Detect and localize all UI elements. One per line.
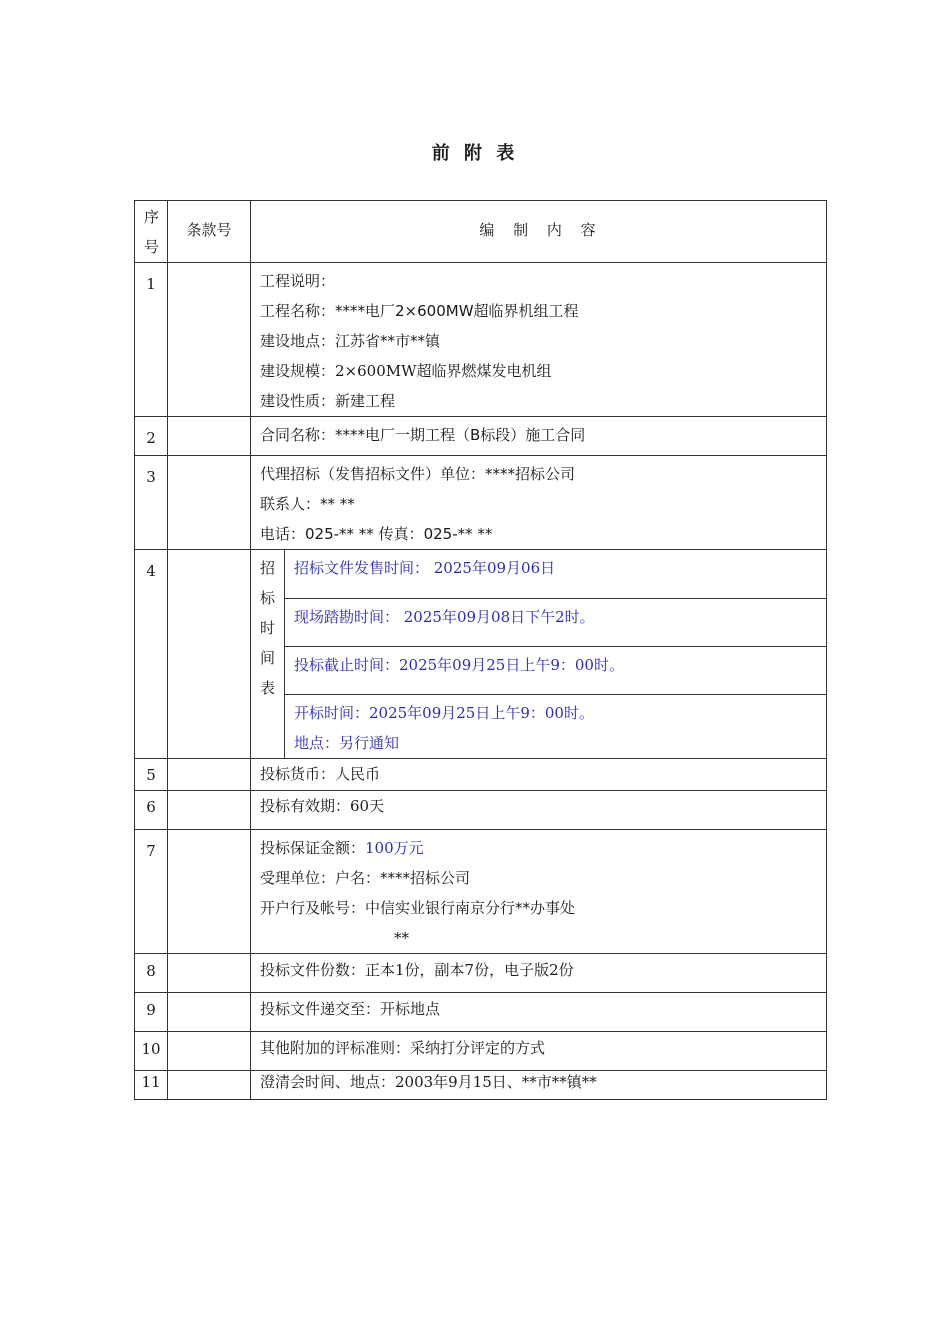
table-row (135, 790, 827, 829)
contract-value: ****电厂一期工程（B标段）施工合同 (335, 426, 586, 444)
submission-value: 开标地点 (380, 999, 441, 1018)
site-value: 江苏省**市**镇 (335, 332, 441, 350)
scale-line: 建设规模：2×600MW超临界燃煤发电机组 (260, 362, 552, 380)
project-name-line (260, 296, 817, 326)
doc-sale-time: 招标文件发售时间： 2025年09月06日 (294, 559, 556, 577)
row-seq: 10 (141, 1039, 161, 1058)
content-cell (251, 263, 826, 416)
content-cell (251, 791, 826, 821)
content-cell (251, 954, 826, 985)
clause-cell (168, 790, 251, 829)
header-clause: 条款号 (186, 221, 232, 239)
payee-line: 受理单位：户名：****招标公司 (260, 868, 471, 887)
submission-line (260, 994, 817, 1024)
table-header-row (135, 201, 827, 263)
account-line: ** (394, 928, 409, 947)
content-cell (251, 993, 826, 1024)
clause-cell (168, 829, 251, 953)
appendix-table (134, 200, 827, 1100)
bid-deadline: 投标截止时间：2025年09月25日上午9：00时。 (294, 655, 624, 674)
row-seq: 2 (146, 429, 156, 447)
table-row (135, 263, 827, 417)
row-seq: 8 (146, 961, 156, 980)
opening-place: 地点：另行通知 (294, 733, 400, 752)
table-row (135, 953, 827, 992)
phone-fax-line: 电话：025-** ** 传真：025-** ** (260, 525, 493, 543)
nature-line: 建设性质：新建工程 (260, 392, 396, 410)
deposit-label: 投标保证金额： (260, 838, 366, 857)
row-seq: 11 (141, 1072, 161, 1091)
clause-cell (168, 263, 251, 417)
clause-cell (168, 992, 251, 1031)
row-seq: 9 (146, 1000, 156, 1019)
clause-cell (168, 953, 251, 992)
content-cell (251, 456, 826, 549)
content-cell (251, 1032, 826, 1063)
submission-label: 投标文件递交至： (260, 999, 381, 1018)
copies-line: 投标文件份数：正本1份，副本7份，电子版2份 (260, 960, 574, 979)
clause-cell (168, 417, 251, 456)
bank-line: 开户行及帐号：中信实业银行南京分行**办事处 (260, 898, 576, 917)
table-row (135, 1031, 827, 1070)
clause-cell (168, 550, 251, 759)
project-name-value: ****电厂2×600MW超临界机组工程 (335, 302, 579, 320)
header-content: 编 制 内 容 (479, 221, 598, 239)
deposit-line (260, 833, 817, 863)
project-desc-label: 工程说明： (260, 272, 336, 290)
clarification-line: 澄清会时间、地点：2003年9月15日、**市**镇** (260, 1072, 597, 1091)
validity-line: 投标有效期：60天 (260, 796, 385, 815)
row-seq: 3 (146, 468, 156, 486)
content-cell (251, 759, 826, 789)
contract-label: 合同名称： (260, 426, 336, 444)
contact-line: 联系人：** ** (260, 495, 355, 513)
table-row (135, 829, 827, 953)
currency-line: 投标货币：人民币 (260, 764, 381, 783)
project-name-label: 工程名称： (260, 302, 336, 320)
clause-cell (168, 1070, 251, 1099)
evaluation-line: 其他附加的评标准则：采纳打分评定的方式 (260, 1038, 546, 1057)
schedule-subtable (251, 550, 826, 758)
header-seq: 序号 (144, 208, 160, 256)
row-seq: 5 (146, 765, 156, 784)
row-seq: 6 (146, 797, 156, 816)
bid-opening-time: 开标时间：2025年09月25日上午9：00时。 (294, 703, 594, 722)
site-survey-time: 现场踏勘时间： 2025年09月08日下午2时。 (294, 607, 595, 626)
table-row (135, 992, 827, 1031)
table-row (135, 758, 827, 790)
clause-cell (168, 758, 251, 790)
content-cell (251, 417, 826, 450)
clause-cell (168, 1031, 251, 1070)
clause-cell (168, 456, 251, 550)
content-cell (251, 830, 826, 953)
page-title: 前 附 表 (431, 143, 519, 164)
row-seq: 7 (146, 841, 156, 860)
table-row (135, 417, 827, 456)
deposit-value: 100万元 (365, 838, 424, 857)
site-label: 建设地点： (260, 332, 336, 350)
table-row (135, 550, 827, 759)
row-seq: 1 (146, 275, 156, 293)
content-cell (251, 1071, 826, 1093)
contract-line (260, 420, 817, 450)
site-line (260, 326, 817, 356)
table-row (135, 456, 827, 550)
row-seq: 4 (146, 562, 156, 580)
table-row (135, 1070, 827, 1099)
schedule-label: 招标时间表 (259, 559, 275, 697)
agency-line: 代理招标（发售招标文件）单位：****招标公司 (260, 465, 576, 483)
